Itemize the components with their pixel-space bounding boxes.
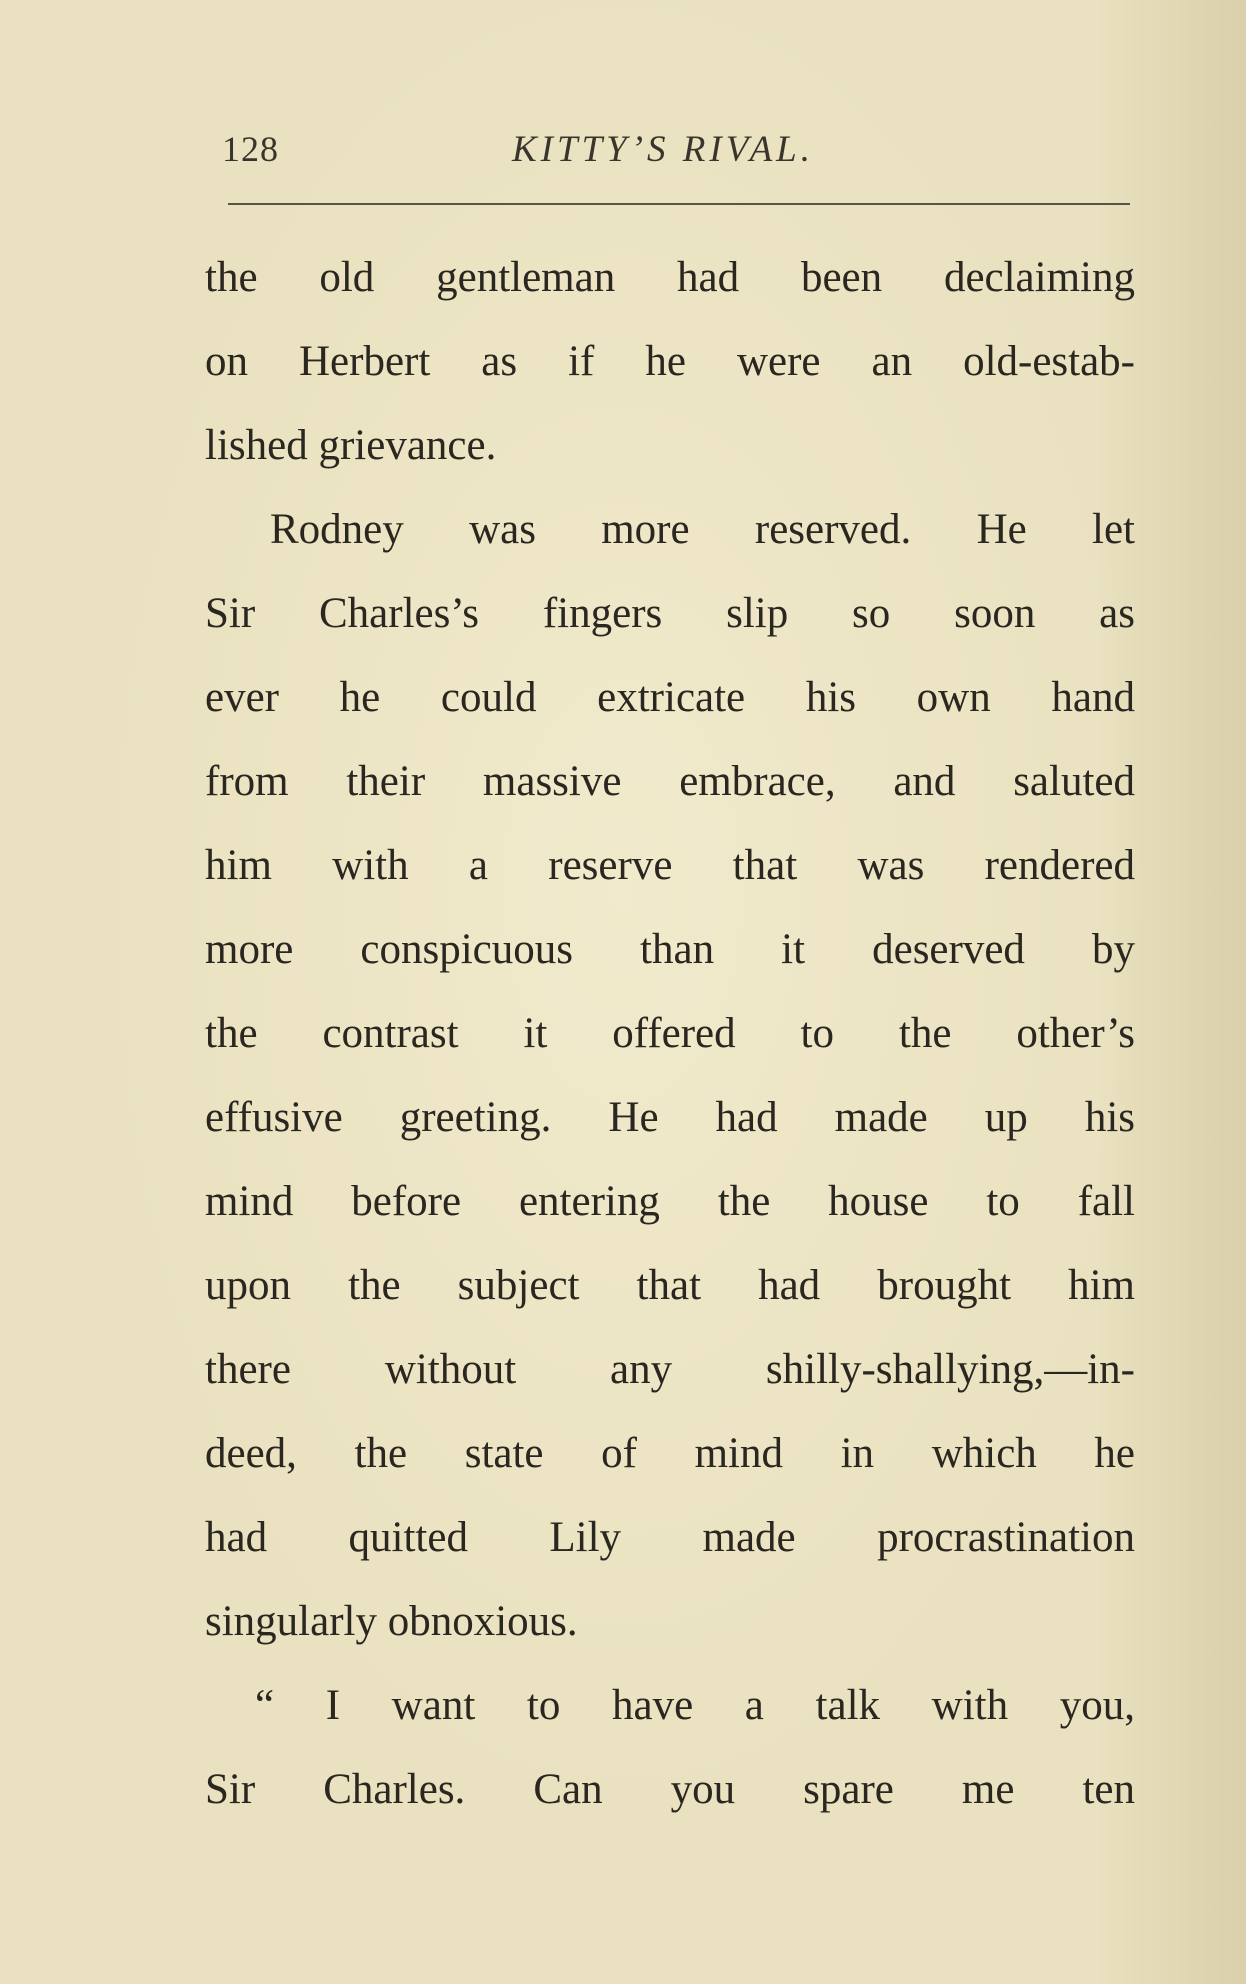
- text-line: effusive greeting. He had made up his: [205, 1094, 1135, 1141]
- page-header: [222, 128, 1132, 180]
- text-line: on Herbert as if he were an old-estab-: [205, 338, 1135, 385]
- body-text: [205, 236, 1135, 1832]
- text-line: upon the subject that had brought him: [205, 1262, 1135, 1309]
- text-line: lished grievance.: [205, 422, 497, 469]
- text-line: Sir Charles’s fingers slip so soon as: [205, 590, 1135, 637]
- text-line: ever he could extricate his own hand: [205, 674, 1135, 721]
- text-line: deed, the state of mind in which he: [205, 1430, 1135, 1477]
- text-line: singularly obnoxious.: [205, 1598, 578, 1645]
- text-line: Sir Charles. Can you spare me ten: [205, 1766, 1135, 1813]
- text-line: Rodney was more reserved. He let: [270, 506, 1135, 553]
- text-line: there without any shilly-shallying,—in-: [205, 1346, 1135, 1393]
- header-rule: [228, 203, 1130, 205]
- text-line: the contrast it offered to the other’s: [205, 1010, 1135, 1057]
- running-title: KITTY’S RIVAL.: [512, 129, 815, 170]
- text-line: had quitted Lily made procrastination: [205, 1514, 1135, 1561]
- text-line: from their massive embrace, and saluted: [205, 758, 1135, 805]
- text-line: “ I want to have a talk with you,: [255, 1682, 1135, 1729]
- text-line: mind before entering the house to fall: [205, 1178, 1135, 1225]
- text-line: more conspicuous than it deserved by: [205, 926, 1135, 973]
- text-line: the old gentleman had been declaiming: [205, 254, 1135, 301]
- text-line: him with a reserve that was rendered: [205, 842, 1135, 889]
- page-number: 128: [222, 129, 279, 169]
